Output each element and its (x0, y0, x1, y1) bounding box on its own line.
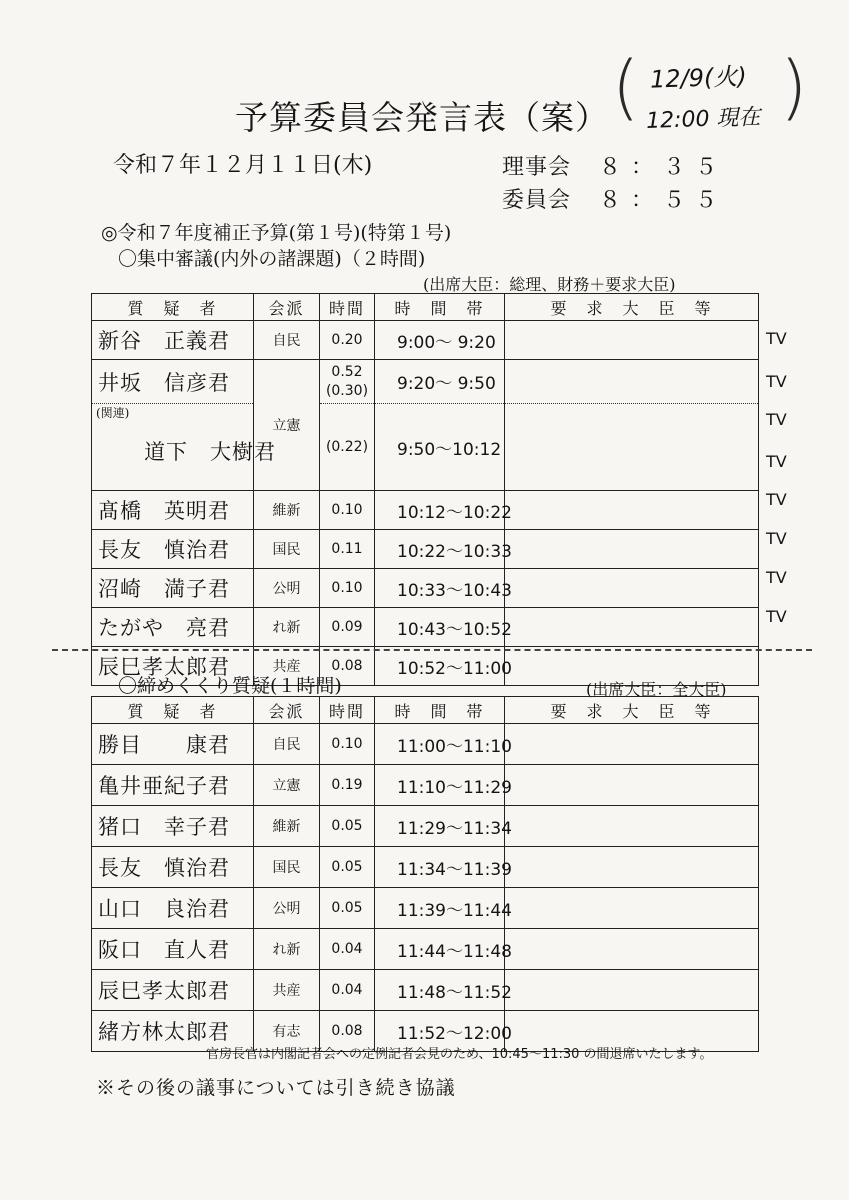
meeting-date: 令和７年１２月１１日(木) (113, 153, 373, 178)
table-row (92, 929, 759, 970)
party-name: 公明 (254, 888, 320, 929)
party-name: 共産 (254, 647, 320, 686)
section2-title: 〇締めくくり質疑(１時間) (118, 675, 342, 697)
schedule-table-2 (91, 696, 759, 1052)
tv-mark: TV (766, 372, 787, 391)
questioner-name: 辰巳孝太郎君 (92, 970, 254, 1011)
duration: 0.08 (320, 1011, 375, 1052)
table-row (92, 569, 759, 608)
party-name: 立憲 (254, 360, 320, 491)
table-row (92, 765, 759, 806)
party-name: 公明 (254, 569, 320, 608)
questioner-name: 辰巳孝太郎君 (92, 647, 254, 686)
tv-mark: TV (766, 529, 787, 548)
request-cell (505, 847, 759, 888)
schedule-table-1 (91, 293, 759, 686)
party-name: 自民 (254, 724, 320, 765)
header-slot: 時 間 帯 (375, 697, 505, 724)
tv-mark: TV (766, 329, 787, 348)
questioner-name: 緒方林太郎君 (92, 1011, 254, 1052)
request-cell (505, 765, 759, 806)
table-row (92, 491, 759, 530)
page-title: 予算委員会発言表（案） (235, 98, 609, 137)
handwritten-time: 12:00 現在 (645, 105, 761, 134)
time-slot: 11:29～11:34 (375, 806, 505, 847)
questioner-name: 山口 良治君 (92, 888, 254, 929)
questioner-name: 長友 慎治君 (92, 530, 254, 569)
table-row (92, 888, 759, 929)
section1-attendance: (出席大臣：総理、財務＋要求大臣) (423, 275, 676, 294)
party-name: 維新 (254, 491, 320, 530)
party-name: 共産 (254, 970, 320, 1011)
meeting-label: 理事会 (502, 155, 572, 180)
table-row (92, 360, 759, 404)
duration: 0.11 (320, 530, 375, 569)
meeting-time: ８：３５ (599, 155, 728, 180)
duration: 0.04 (320, 929, 375, 970)
time-slot: 9:20～ 9:50 (375, 360, 505, 404)
duration: 0.09 (320, 608, 375, 647)
time-slot: 11:44～11:48 (375, 929, 505, 970)
table-header (92, 294, 759, 321)
time-slot: 9:00～ 9:20 (375, 321, 505, 360)
section1-title: 〇集中審議(内外の諸課題)（２時間) (118, 248, 426, 270)
section-divider (52, 649, 812, 651)
time-slot: 11:52～12:00 (375, 1011, 505, 1052)
tv-mark: TV (766, 607, 787, 626)
party-name: れ新 (254, 929, 320, 970)
handwritten-date: 12/9(火) (649, 62, 748, 94)
duration (320, 360, 375, 404)
header-duration: 時間 (320, 697, 375, 724)
header-questioner: 質 疑 者 (92, 294, 254, 321)
table-row (92, 724, 759, 765)
questioner-name (92, 404, 277, 491)
time-slot: 11:00～11:10 (375, 724, 505, 765)
time-slot: 10:43～10:52 (375, 608, 505, 647)
time-slot: 10:22～10:33 (375, 530, 505, 569)
chief-cabinet-secretary-note: 官房長官は内閣記者会への定例記者会見のため、10:45～11:30 の間退席いたします。 (206, 1047, 713, 1062)
header-questioner: 質 疑 者 (92, 697, 254, 724)
request-cell (505, 929, 759, 970)
section2-attendance: (出席大臣：全大臣) (586, 680, 727, 699)
duration: 0.10 (320, 569, 375, 608)
duration-own: (0.30) (325, 382, 369, 399)
duration: 0.10 (320, 724, 375, 765)
request-cell (505, 491, 759, 530)
meeting-time: ８：５５ (599, 188, 728, 213)
party-name: 有志 (254, 1011, 320, 1052)
questioner-name-text: 道下 大樹君 (144, 440, 277, 464)
tv-mark: TV (766, 490, 787, 509)
time-slot: 11:34～11:39 (375, 847, 505, 888)
time-slot: 10:12～10:22 (375, 491, 505, 530)
time-slot: 10:33～10:43 (375, 569, 505, 608)
time-slot: 11:39～11:44 (375, 888, 505, 929)
party-name: 国民 (254, 530, 320, 569)
table-row (92, 404, 759, 491)
duration-total: 0.52 (331, 363, 363, 380)
request-cell (505, 530, 759, 569)
open-paren: ( (612, 46, 640, 128)
request-cell (505, 608, 759, 647)
request-cell (505, 321, 759, 360)
tv-mark: TV (766, 410, 787, 429)
questioner-name: 井坂 信彦君 (92, 360, 254, 404)
table-row (92, 847, 759, 888)
party-name: れ新 (254, 608, 320, 647)
questioner-name: 長友 慎治君 (92, 847, 254, 888)
party-name: 維新 (254, 806, 320, 847)
time-slot: 11:10～11:29 (375, 765, 505, 806)
questioner-name: 沼崎 満子君 (92, 569, 254, 608)
header-slot: 時 間 帯 (375, 294, 505, 321)
header-request: 要 求 大 臣 等 (505, 697, 759, 724)
request-cell (505, 569, 759, 608)
time-slot: 11:48～11:52 (375, 970, 505, 1011)
time-slot: 9:50～10:12 (375, 404, 505, 491)
questioner-name: 亀井亜紀子君 (92, 765, 254, 806)
duration: 0.05 (320, 847, 375, 888)
request-cell (505, 806, 759, 847)
related-label: (関連) (96, 406, 130, 420)
duration: 0.04 (320, 970, 375, 1011)
request-cell (505, 360, 759, 404)
duration: 0.08 (320, 647, 375, 686)
committee-meeting (502, 183, 727, 214)
duration: 0.10 (320, 491, 375, 530)
party-name: 立憲 (254, 765, 320, 806)
table-row (92, 530, 759, 569)
questioner-name: 髙橋 英明君 (92, 491, 254, 530)
table-header (92, 697, 759, 724)
time-slot: 10:52～11:00 (375, 647, 505, 686)
questioner-name: 勝目 康君 (92, 724, 254, 765)
handwritten-note (612, 46, 812, 142)
budget-title: ◎令和７年度補正予算(第１号)(特第１号) (101, 222, 452, 244)
close-paren: ) (780, 46, 808, 128)
duration: 0.05 (320, 806, 375, 847)
request-cell (505, 724, 759, 765)
header-request: 要 求 大 臣 等 (505, 294, 759, 321)
questioner-name: たがや 亮君 (92, 608, 254, 647)
request-cell (505, 970, 759, 1011)
meeting-label: 委員会 (502, 188, 572, 213)
table-row (92, 970, 759, 1011)
header-party: 会派 (254, 697, 320, 724)
table-row (92, 321, 759, 360)
party-name: 自民 (254, 321, 320, 360)
duration: 0.20 (320, 321, 375, 360)
duration: 0.05 (320, 888, 375, 929)
party-name: 国民 (254, 847, 320, 888)
questioner-name: 阪口 直人君 (92, 929, 254, 970)
duration: (0.22) (320, 404, 375, 491)
table-row (92, 608, 759, 647)
tv-mark: TV (766, 568, 787, 587)
header-duration: 時間 (320, 294, 375, 321)
tv-mark: TV (766, 452, 787, 471)
directors-meeting (502, 150, 727, 181)
questioner-name: 猪口 幸子君 (92, 806, 254, 847)
duration: 0.19 (320, 765, 375, 806)
footer-note: ※その後の議事については引き続き協議 (96, 1077, 456, 1099)
table-row (92, 806, 759, 847)
questioner-name: 新谷 正義君 (92, 321, 254, 360)
header-party: 会派 (254, 294, 320, 321)
request-cell (505, 888, 759, 929)
request-cell (505, 404, 759, 491)
